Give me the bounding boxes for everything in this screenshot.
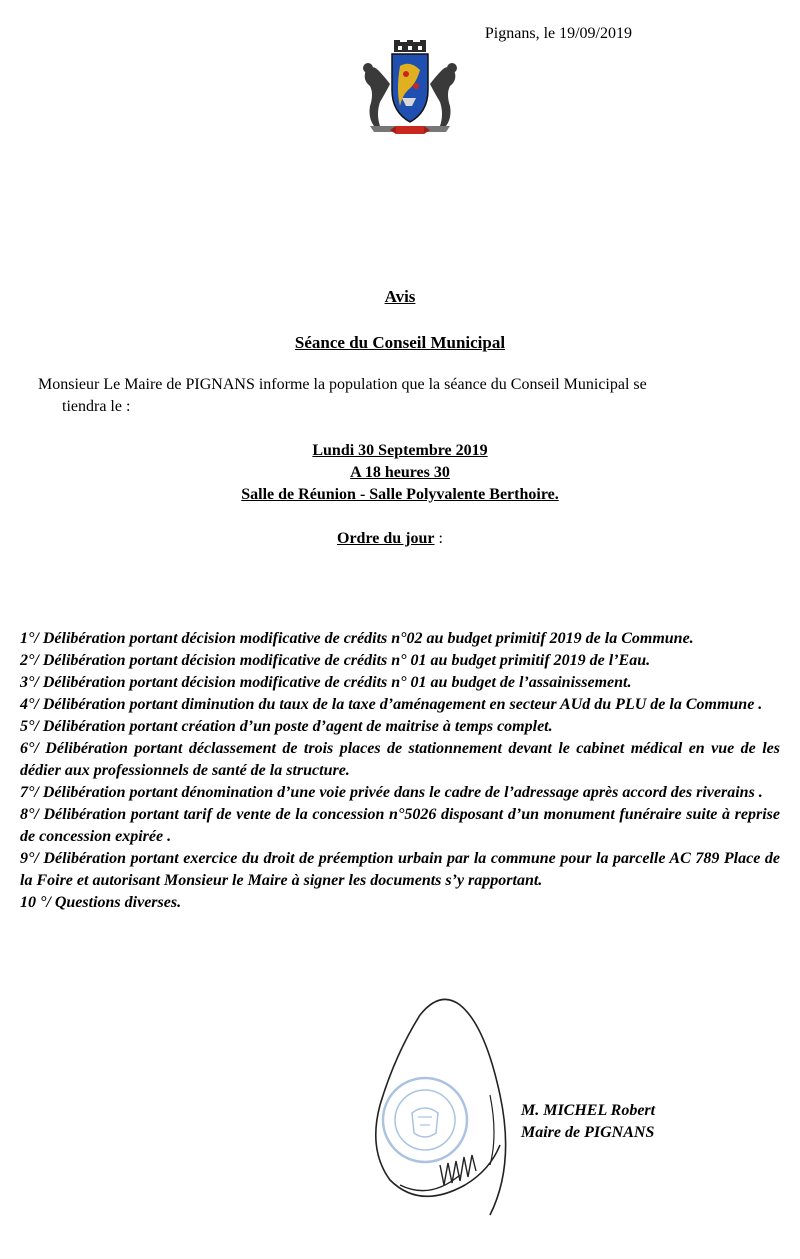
session-title: Séance du Conseil Municipal bbox=[294, 333, 506, 352]
intro-paragraph bbox=[38, 374, 786, 418]
agenda-heading bbox=[337, 530, 443, 548]
date-line: Pignans, le 19/09/2019 bbox=[484, 25, 632, 42]
agenda-item: 1°/ Délibération portant décision modificative de crédits n°02 au budget primitif 2019 de la Commune. bbox=[20, 630, 694, 647]
intro-line-2: tiendra le : bbox=[62, 398, 131, 415]
agenda-heading-colon: : bbox=[434, 530, 443, 547]
signature-with-stamp bbox=[340, 985, 520, 1245]
agenda-item: 6°/ Délibération portant déclassement de trois places de stationnement devant le cabinet médical en vue de les dédier aux professionnels de santé de la structure. bbox=[20, 740, 780, 779]
signatory-title: Maire de PIGNANS bbox=[521, 1124, 655, 1141]
agenda-item: 4°/ Délibération portant diminution du taux de la taxe d’aménagement en secteur AUd du PLU de la Commune . bbox=[20, 696, 763, 713]
coat-of-arms-logo bbox=[356, 40, 464, 140]
signatory-block bbox=[521, 1100, 655, 1144]
signatory-name: M. MICHEL Robert bbox=[521, 1102, 656, 1119]
notice-title: Avis bbox=[384, 287, 416, 306]
agenda-list bbox=[20, 628, 780, 914]
signature-stroke bbox=[490, 1095, 494, 1165]
agenda-item: 7°/ Délibération portant dénomination d’une voie privée dans le cadre de l’adressage après accord des riverains . bbox=[20, 784, 763, 801]
signature-stroke bbox=[376, 999, 506, 1215]
meeting-details bbox=[0, 440, 800, 506]
agenda-item: 3°/ Délibération portant décision modificative de crédits n° 01 au budget de l’assainissement. bbox=[20, 674, 632, 691]
agenda-item: 5°/ Délibération portant création d’un poste d’agent de maitrise à temps complet. bbox=[20, 718, 553, 735]
intro-line-1: Monsieur Le Maire de PIGNANS informe la population que la séance du Conseil Municipal se bbox=[38, 376, 647, 393]
agenda-item: 8°/ Délibération portant tarif de vente de la concession n°5026 disposant d’un monument funéraire suite à reprise de concession expirée . bbox=[20, 806, 780, 845]
meeting-place: Salle de Réunion - Salle Polyvalente Berthoire. bbox=[241, 486, 559, 503]
agenda-item: 10 °/ Questions diverses. bbox=[20, 894, 182, 911]
agenda-heading-label: Ordre du jour bbox=[337, 530, 435, 547]
mairie-stamp bbox=[383, 1078, 467, 1162]
agenda-item: 9°/ Délibération portant exercice du droit de préemption urbain par la commune pour la parcelle AC 789 Place de la Foire et autorisant Monsieur le Maire à signer les documents s’y rapportant. bbox=[20, 850, 780, 889]
meeting-time: A 18 heures 30 bbox=[350, 464, 450, 481]
agenda-item: 2°/ Délibération portant décision modificative de crédits n° 01 au budget primitif 2019 de l’Eau. bbox=[20, 652, 651, 669]
meeting-date: Lundi 30 Septembre 2019 bbox=[312, 442, 488, 459]
